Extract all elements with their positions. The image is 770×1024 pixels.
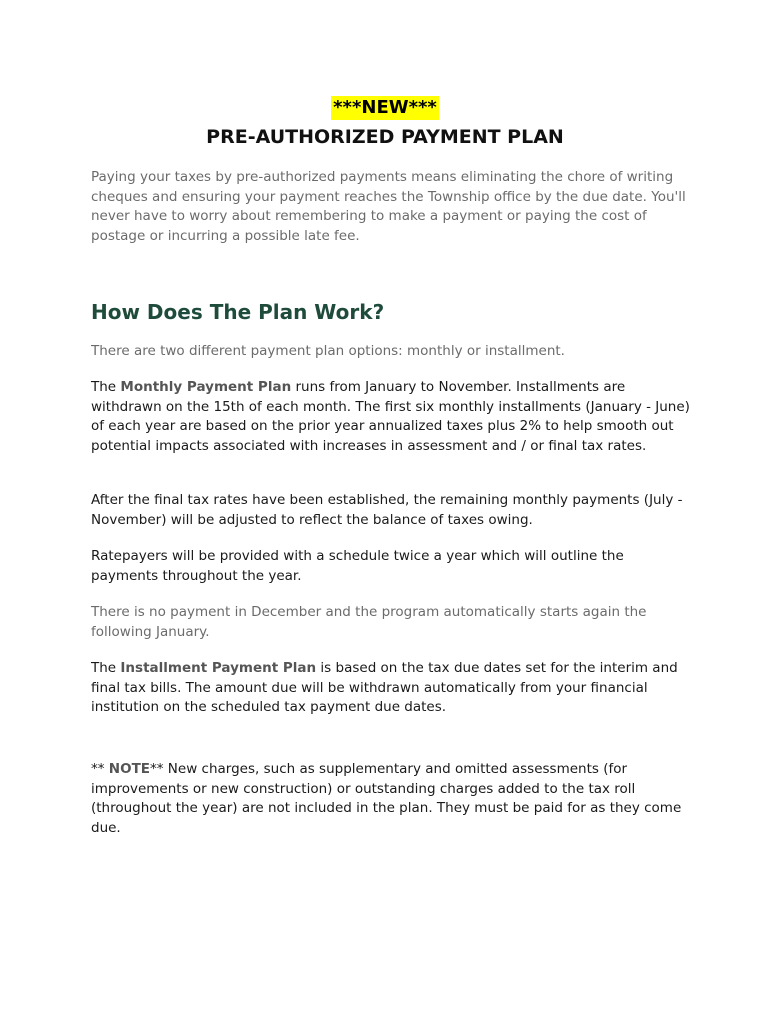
note-prefix: ** [91,761,109,777]
monthly-prefix: The [91,379,121,395]
december-paragraph: There is no payment in December and the program automatically starts again the following January. [91,604,647,640]
monthly-plan-name: Monthly Payment Plan [120,379,292,395]
monthly-plan-text: runs from January to November. Installments are withdrawn on the 15th of each month. The first six monthly installments (January - June) of each year are based on the prior year annualized taxes plus 2% to help smooth out potential impacts associated with increases in assessment and / or final tax rates. [91,379,690,454]
monthly-plan-paragraph [91,378,691,456]
plan-options-paragraph: There are two different payment plan options: monthly or installment. [91,343,565,359]
section-heading: How Does The Plan Work? [91,300,385,324]
installment-plan-name: Installment Payment Plan [120,660,317,676]
new-tag: ***NEW*** [333,97,437,118]
schedule-paragraph: Ratepayers will be provided with a schedule twice a year which will outline the payments throughout the year. [91,548,624,584]
new-banner [0,96,770,120]
installment-prefix: The [91,660,121,676]
note-label: NOTE [108,761,151,777]
note-text: ** New charges, such as supplementary and omitted assessments (for improvements or new construction) or outstanding charges added to the tax roll (throughout the year) are not included in the plan. They must be paid for as they come due. [91,761,682,836]
installment-plan-text: is based on the tax due dates set for the interim and final tax bills. The amount due will be withdrawn automatically from your financial institution on the scheduled tax payment due dates. [91,660,678,715]
intro-paragraph: Paying your taxes by pre-authorized payments means eliminating the chore of writing cheques and ensuring your payment reaches the Township office by the due date. You'll never have to worry about remembering to make a payment or paying the cost of postage or incurring a possible late fee. [91,169,686,244]
note-paragraph [91,760,691,838]
document-title: PRE-AUTHORIZED PAYMENT PLAN [206,126,564,148]
after-final-paragraph: After the final tax rates have been established, the remaining monthly payments (July - November) will be adjusted to reflect the balance of taxes owing. [91,492,683,528]
installment-plan-paragraph [91,659,691,718]
